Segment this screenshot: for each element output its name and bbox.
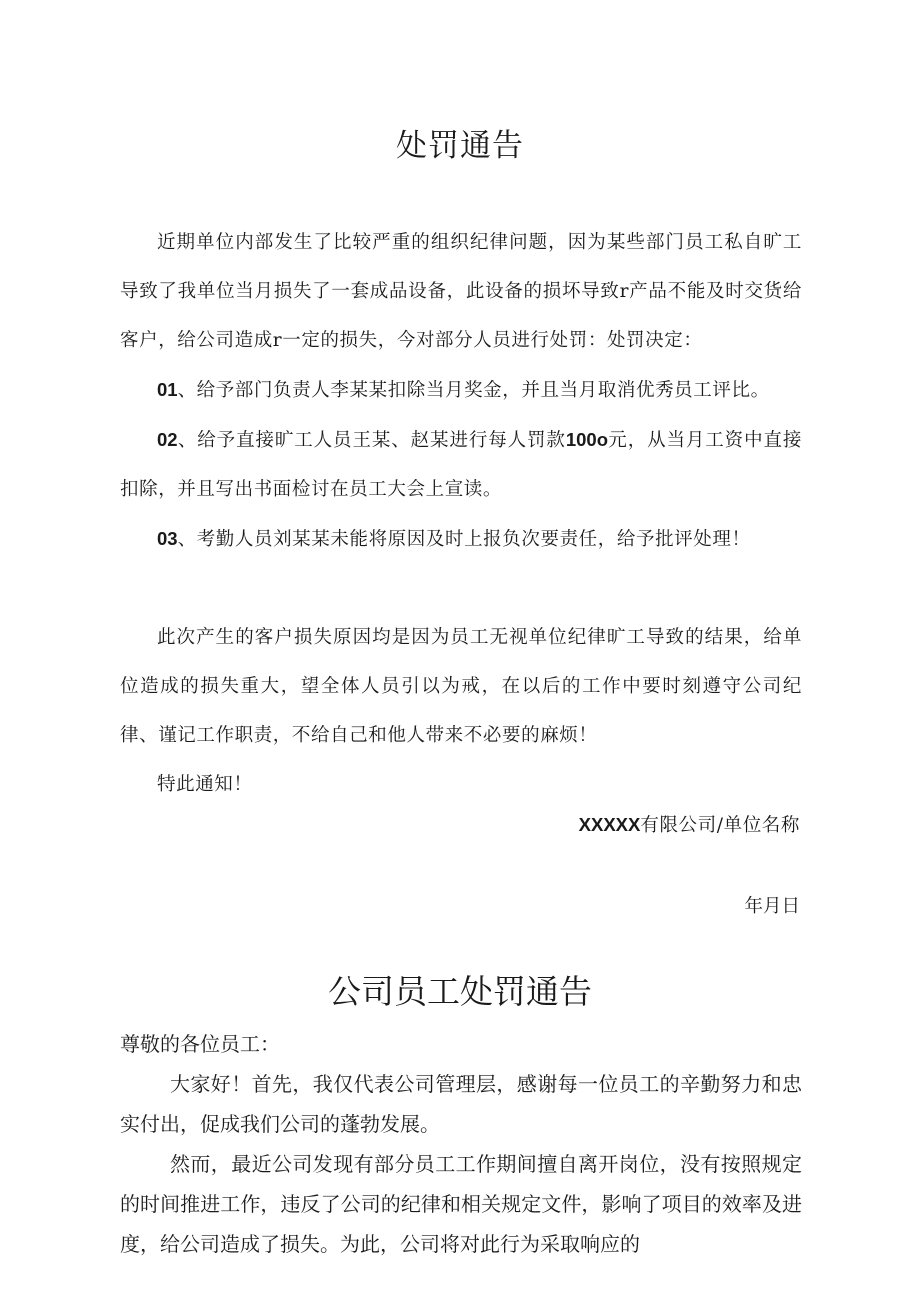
second-notice-body [120,1024,802,1264]
penalty-text: 元，从当月工资中直接扣除，并且写出书面检讨在员工大会上宣读。 [120,430,802,500]
notice-conclusion: 此次产生的客户损失原因均是因为员工无视单位纪律旷工导致的结果，给单位造成的损失重大，望全体人员引以为戒，在以后的工作中要时刻遵守公司纪律、谨记工作职责，不给自己和他人带来不必要的麻烦！ [120,627,802,746]
penalty-item-2 [120,415,802,514]
notice-body [120,218,802,809]
penalty-number: 02 [157,429,178,450]
notice-title: 处罚通告 [396,128,524,164]
greeting: 尊敬的各位员工： [120,1032,280,1056]
signature-company [579,800,800,850]
notice-closing: 特此通知！ [157,774,253,795]
penalty-number: 01 [157,379,178,400]
second-notice-title: 公司员工处罚通告 [328,972,592,1011]
penalty-number: 03 [157,528,178,549]
company-placeholder: XXXXX [578,814,641,835]
signature-date: 年月日 [744,896,800,917]
paragraph-gap [120,564,802,613]
penalty-text: 、给予部门负责人李某某扣除当月奖金，并且当月取消优秀员工评比。 [177,380,770,401]
penalty-item-3 [120,514,802,564]
penalty-text: 、给予直接旷工人员王某、赵某进行每人罚款 [177,430,566,451]
penalty-item-1 [120,365,802,415]
paragraph-thanks: 大家好！首先，我仅代表公司管理层，感谢每一位员工的辛勤努力和忠实付出，促成我们公司的蓬勃发展。 [120,1072,802,1136]
paragraph-violation: 然而，最近公司发现有部分员工工作期间擅自离开岗位，没有按照规定的时间推进工作，违反了公司的纪律和相关规定文件，影响了项目的效率及进度，给公司造成了损失。为此，公司将对此行为采取响应的 [120,1152,802,1256]
notice-intro: 近期单位内部发生了比较严重的组织纪律问题，因为某些部门员工私自旷工导致了我单位当月损失了一套成品设备，此设备的损坏导致r产品不能及时交货给客户，给公司造成r一定的损失，今对部分人员进行处罚：处罚决定： [120,232,802,351]
fine-amount: 100o [565,429,608,450]
company-name-text: 有限公司/单位名称 [640,815,800,836]
penalty-text: 、考勤人员刘某某未能将原因及时上报负次要责任，给予批评处理！ [177,529,751,550]
